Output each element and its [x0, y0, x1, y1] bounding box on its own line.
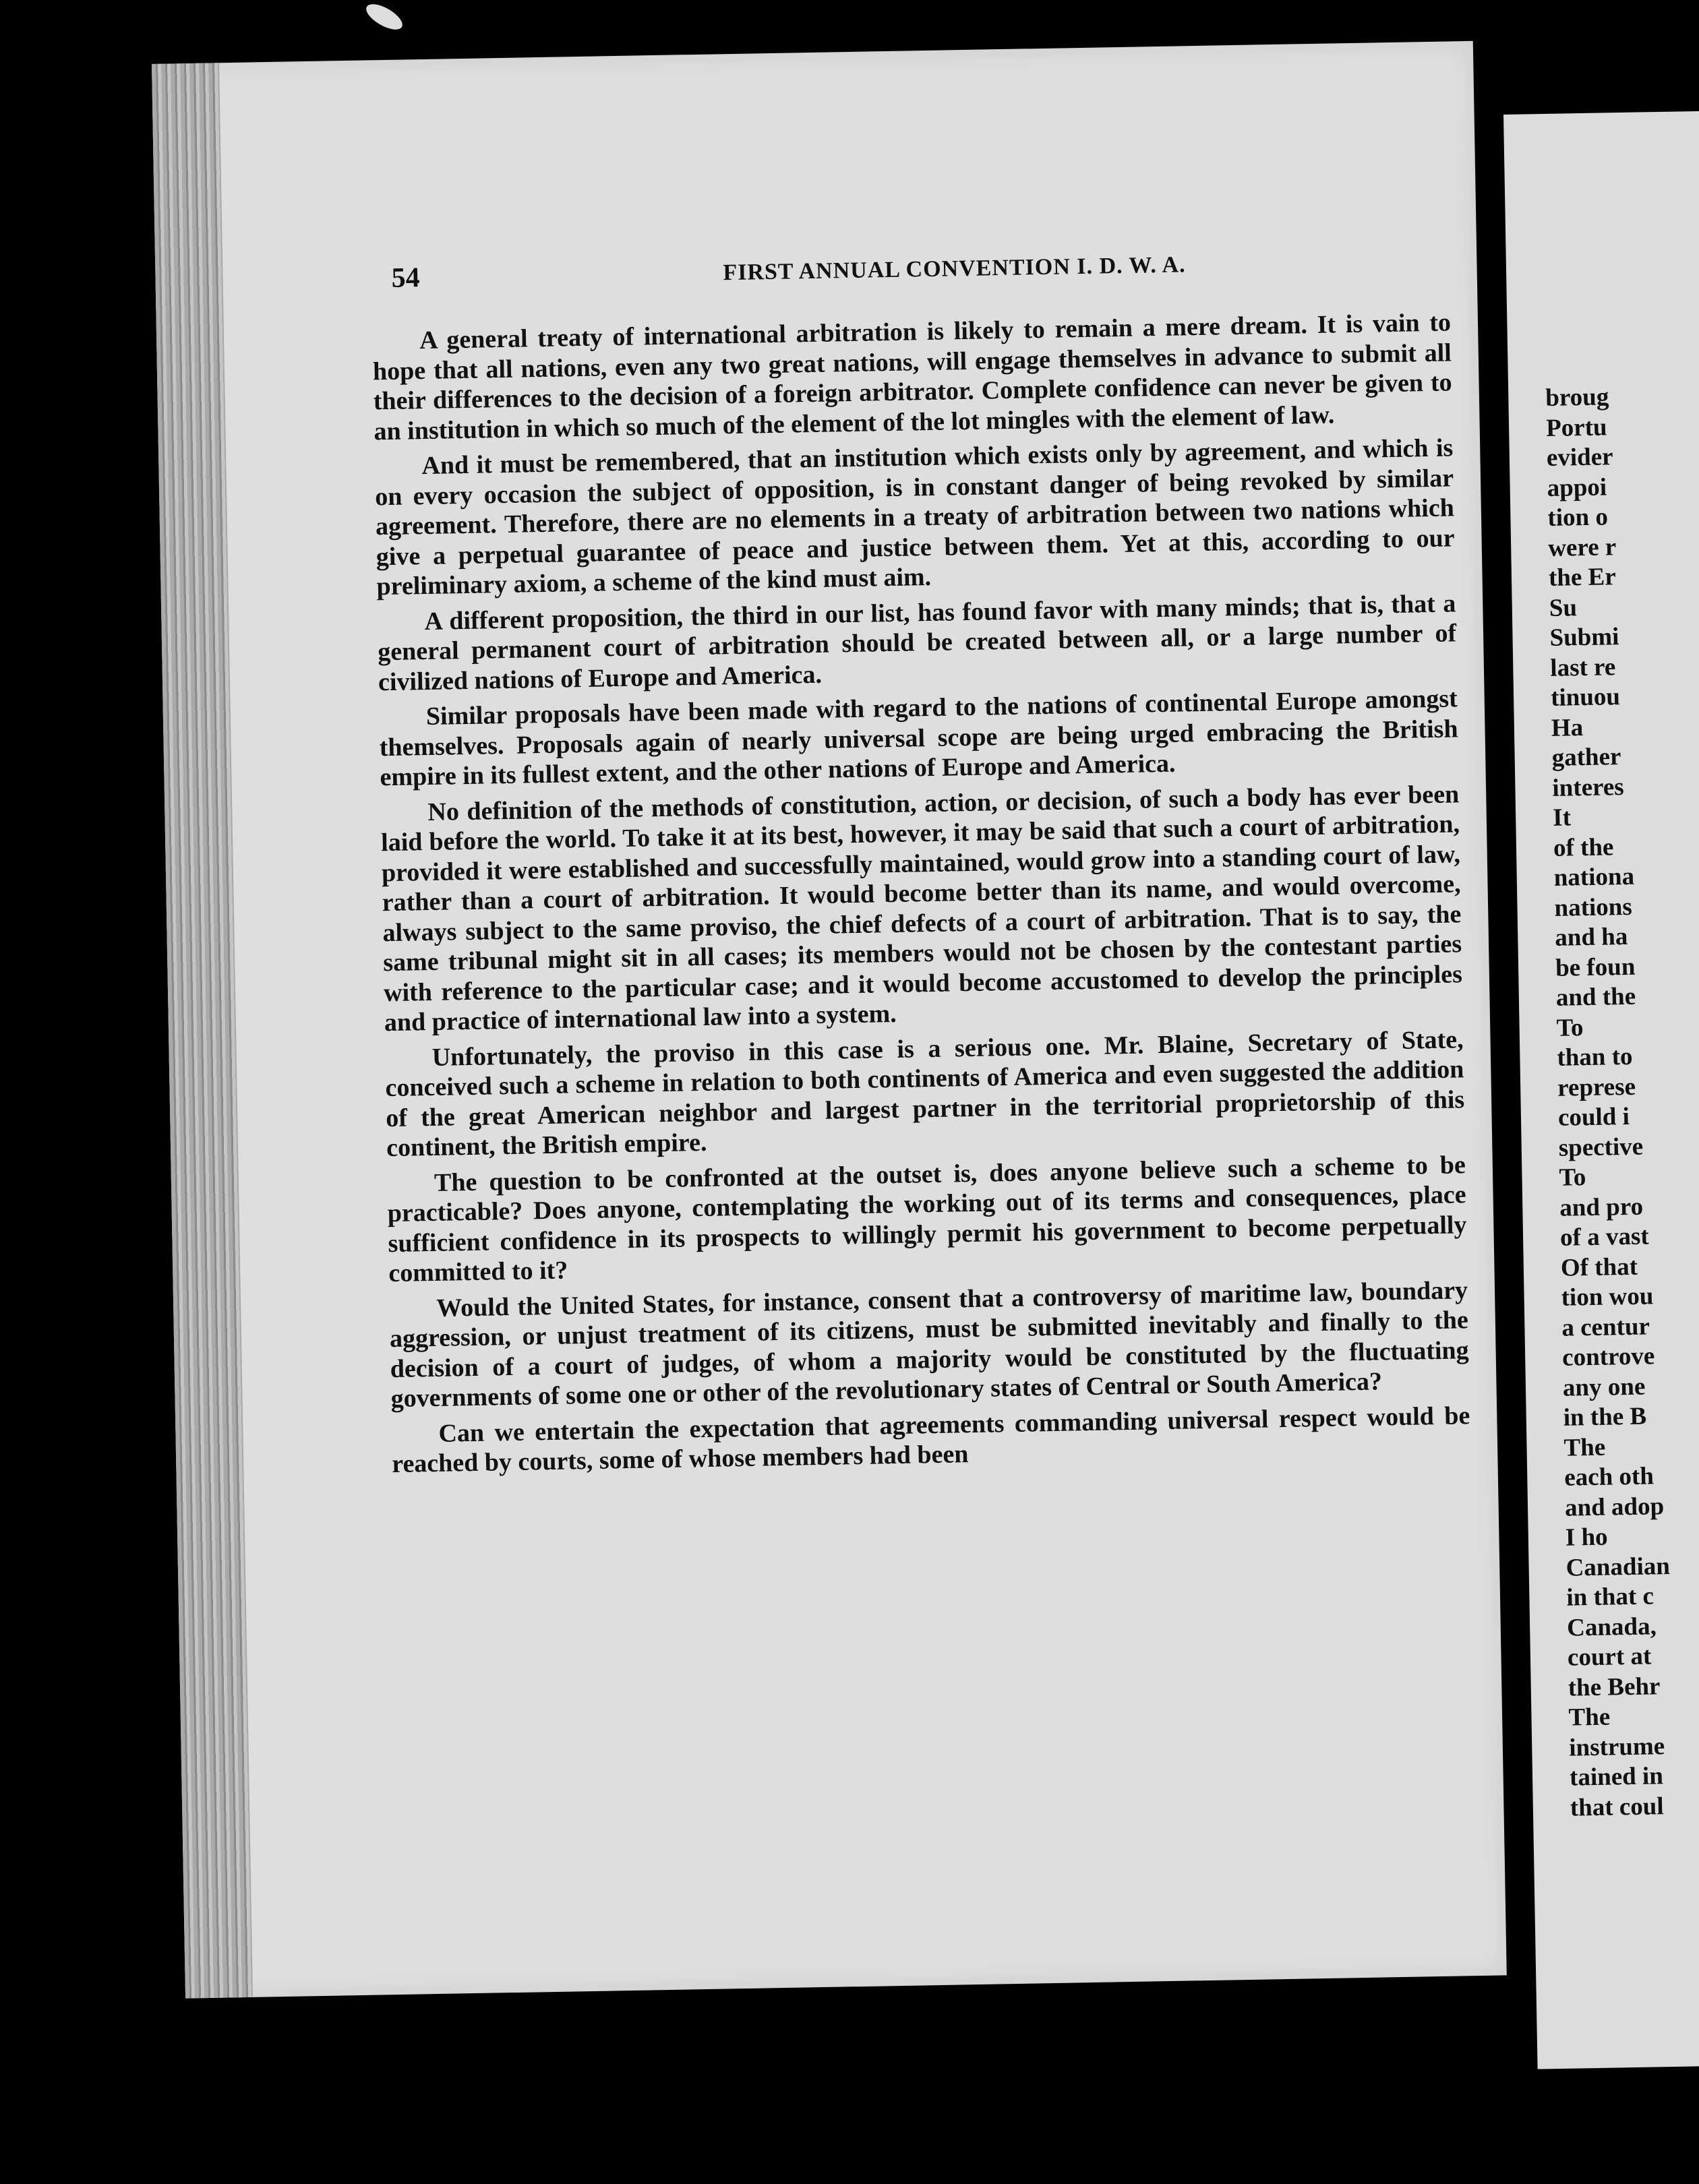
facing-page-line: controve — [1561, 1342, 1655, 1372]
page-number: 54 — [391, 262, 420, 294]
facing-page-text — [1545, 382, 1674, 1823]
facing-page-line: tinuou — [1550, 683, 1621, 712]
paragraph: A different proposition, the third in our list, has found favor with many minds; that is, that a general permanent court of arbitration should be created between all, or a large number of civilized nations of Europe and America. — [377, 588, 1457, 696]
facing-page-line: To — [1556, 1013, 1584, 1042]
facing-page-line: and adop — [1564, 1492, 1665, 1522]
facing-page-line: court at — [1567, 1642, 1652, 1672]
facing-page-line: evider — [1546, 443, 1613, 472]
facing-page-line: of a vast — [1559, 1222, 1649, 1252]
facing-page-line: Ha — [1551, 713, 1584, 742]
book-page — [152, 41, 1507, 1999]
facing-page-line: Submi — [1549, 623, 1619, 652]
facing-page-line: tion wou — [1561, 1282, 1654, 1312]
facing-page-line: broug — [1545, 383, 1609, 412]
facing-page-line: and ha — [1554, 922, 1628, 952]
paragraph: Unfortunately, the proviso in this case is a serious one. Mr. Blaine, Secretary of State, conceived such a scheme in relation to both continents of America and even suggested the addition of the great American neighbor and largest partner in the territorial proprietorship of this continent, the British empire. — [385, 1025, 1465, 1163]
facing-page-line: Portu — [1545, 413, 1607, 442]
facing-page-line: instrume — [1568, 1732, 1665, 1762]
facing-page-line: and the — [1555, 982, 1636, 1012]
facing-page-line: could i — [1557, 1102, 1630, 1132]
facing-page-line: tion o — [1547, 503, 1609, 532]
facing-page-line: Of that — [1560, 1252, 1638, 1282]
facing-page-line: The — [1563, 1433, 1606, 1462]
paragraph: A general treaty of international arbitration is likely to remain a mere dream. It is vain to hope that all nations, even any two great nations, will engage themselves in advance to submit all their differences to the decision of a foreign arbitrator. Complete confidence can never be given to an institution in which so much of the element of the lot mingles with the element of law. — [372, 308, 1452, 446]
facing-page-line: of the — [1553, 832, 1614, 862]
facing-page-line: that coul — [1570, 1792, 1664, 1822]
facing-page-line: the Er — [1548, 563, 1617, 592]
paragraph: Would the United States, for instance, consent that a controversy of maritime law, boundary aggression, or unjust treatment of its citizens, must be submitted inevitably and finally to the decision of a court of judges, of whom a majority would be constituted by the fluctuating governments of some one or other of the revolutionary states of Central or South America? — [389, 1275, 1469, 1414]
facing-page — [1503, 111, 1699, 2069]
facing-page-line: and pro — [1559, 1192, 1644, 1222]
paragraph: No definition of the methods of constitution, action, or decision, of such a body has ever been laid before the world. To take it at its best, however, it may be said that such a court of arbitration, provided it were established and successfully maintained, would grow into a standing court of law, rather than a court of arbitration. It would become better than its name, and would overcome, always subject to the same proviso, the chief defects of a court of arbitration. That is to say, the same tribunal might sit in all cases; its members would not be chosen by the contestant parties with reference to the particular case; and it would become accustomed to develop the principles and practice of international law into a system. — [380, 779, 1463, 1037]
page-body — [372, 307, 1471, 1484]
facing-page-line: be foun — [1555, 952, 1636, 982]
facing-page-line: nationa — [1553, 862, 1635, 892]
facing-page-line: Canada, — [1566, 1612, 1657, 1642]
facing-page-line: nations — [1554, 892, 1633, 922]
book-spine — [152, 63, 253, 1998]
facing-page-line: I ho — [1565, 1523, 1608, 1552]
facing-page-line: were r — [1547, 533, 1617, 562]
facing-page-line: interes — [1552, 772, 1624, 802]
facing-page-line: spective — [1558, 1132, 1644, 1162]
facing-page-line: appoi — [1547, 473, 1607, 502]
facing-page-line: the Behr — [1568, 1672, 1661, 1702]
facing-page-line: It — [1552, 803, 1572, 832]
facing-page-line: Su — [1549, 593, 1578, 622]
facing-page-line: gather — [1551, 743, 1621, 772]
facing-page-line: each oth — [1563, 1462, 1655, 1492]
facing-page-line: than to — [1557, 1042, 1633, 1072]
paragraph: Can we entertain the expectation that agreements commanding universal respect would be reached by courts, some of whose members had been — [391, 1401, 1470, 1479]
paragraph: Similar proposals have been made with regard to the nations of continental Europe amongst themselves. Proposals again of nearly universal scope are being urged embracing the British empire in its fullest extent, and the other nations of Europe and America. — [379, 684, 1458, 792]
page-header: FIRST ANNUAL CONVENTION I. D. W. A. — [723, 252, 1186, 286]
dust-speck — [363, 0, 407, 34]
running-head — [391, 244, 1437, 303]
facing-page-line: The — [1568, 1703, 1611, 1732]
facing-page-line: Canadian — [1566, 1552, 1671, 1582]
facing-page-line: To — [1559, 1163, 1586, 1192]
paragraph: The question to be confronted at the outset is, does anyone believe such a scheme to be practicable? Does anyone, contemplating the working out of its terms and consequences, place sufficient confidence in its prospects to willingly permit his government to become perpetually committed to it? — [387, 1150, 1467, 1288]
facing-page-line: tained in — [1569, 1762, 1664, 1792]
facing-page-line: last re — [1549, 653, 1616, 682]
facing-page-line: in that c — [1566, 1582, 1655, 1612]
facing-page-line: a centur — [1561, 1312, 1650, 1342]
facing-page-line: represe — [1557, 1072, 1636, 1102]
facing-page-line: any one — [1562, 1372, 1646, 1402]
facing-page-line: in the B — [1563, 1402, 1647, 1432]
paragraph: And it must be remembered, that an institution which exists only by agreement, and which is on every occasion the subject of opposition, is in constant danger of being revoked by similar agreement. Therefore, there are no elements in a treaty of arbitration between two nations which give a perpetual guarantee of peace and justice between them. Yet at this, according to our preliminary axiom, a scheme of the kind must aim. — [374, 433, 1455, 601]
